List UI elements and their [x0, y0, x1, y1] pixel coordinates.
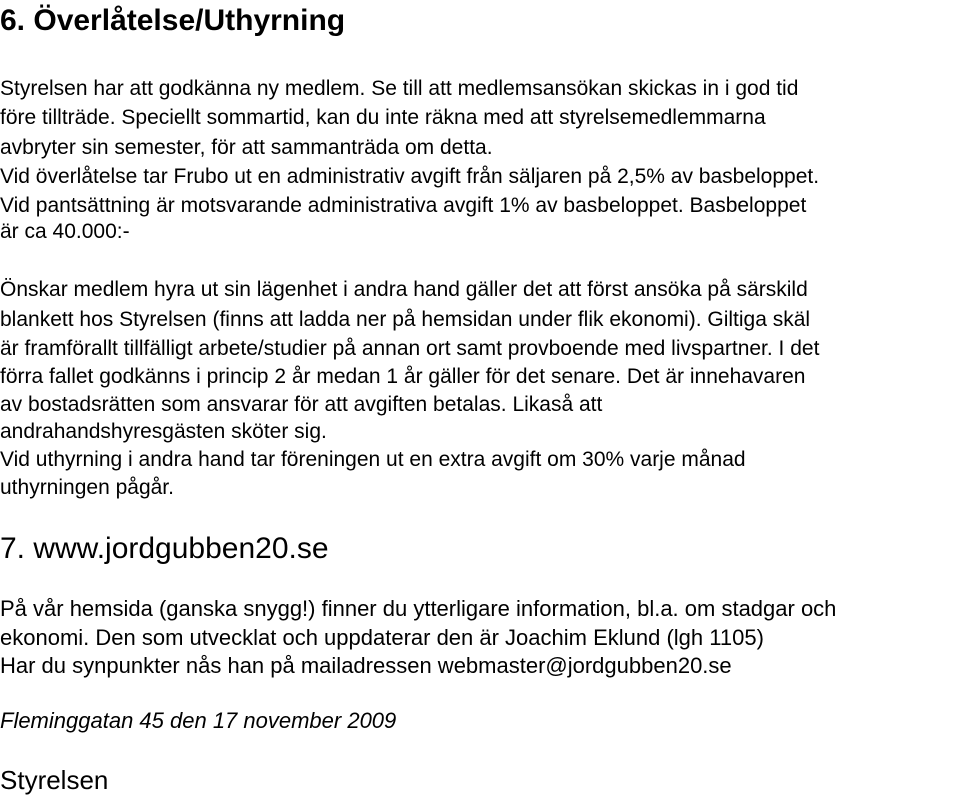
text-line: Har du synpunkter nås han på mailadressen webmaster@jordgubben20.se: [0, 653, 732, 678]
signature-name: Styrelsen: [0, 765, 109, 795]
text-line: Vid pantsättning är motsvarande administrativa avgift 1% av basbeloppet. Basbeloppet: [0, 194, 807, 217]
text-line: uthyrningen pågår.: [0, 476, 174, 499]
text-line: förra fallet godkänns i princip 2 år medan 1 år gäller för det senare. Det är innehavaren: [0, 365, 806, 388]
text-line: På vår hemsida (ganska snygg!) finner du ytterligare information, bl.a. om stadgar och: [0, 596, 837, 621]
text-line: före tillträde. Speciellt sommartid, kan du inte räkna med att styrelsemedlemmarna: [0, 106, 766, 129]
signature-place-date: Fleminggatan 45 den 17 november 2009: [0, 708, 397, 733]
text-line: avbryter sin semester, för att sammanträda om detta.: [0, 136, 493, 159]
text-line: Önskar medlem hyra ut sin lägenhet i andra hand gäller det att först ansöka på särskild: [0, 278, 808, 301]
section-7-heading: 7. www.jordgubben20.se: [0, 532, 329, 565]
text-line: är framförallt tillfälligt arbete/studier på annan ort samt provboende med livspartner. I det: [0, 337, 820, 360]
text-line: ekonomi. Den som utvecklat och uppdaterar den är Joachim Eklund (lgh 1105): [0, 625, 764, 650]
text-line: Vid överlåtelse tar Frubo ut en administrativ avgift från säljaren på 2,5% av basbeloppet.: [0, 165, 820, 188]
text-line: blankett hos Styrelsen (finns att ladda ner på hemsidan under flik ekonomi). Giltiga skäl: [0, 308, 811, 331]
text-line: Vid uthyrning i andra hand tar föreningen ut en extra avgift om 30% varje månad: [0, 448, 746, 471]
text-line: är ca 40.000:-: [0, 220, 130, 243]
text-line: av bostadsrätten som ansvarar för att avgiften betalas. Likaså att: [0, 393, 603, 416]
section-6-heading: 6. Överlåtelse/Uthyrning: [0, 4, 346, 37]
text-line: Styrelsen har att godkänna ny medlem. Se till att medlemsansökan skickas in i god tid: [0, 77, 799, 100]
text-line: andrahandshyresgästen sköter sig.: [0, 420, 327, 443]
